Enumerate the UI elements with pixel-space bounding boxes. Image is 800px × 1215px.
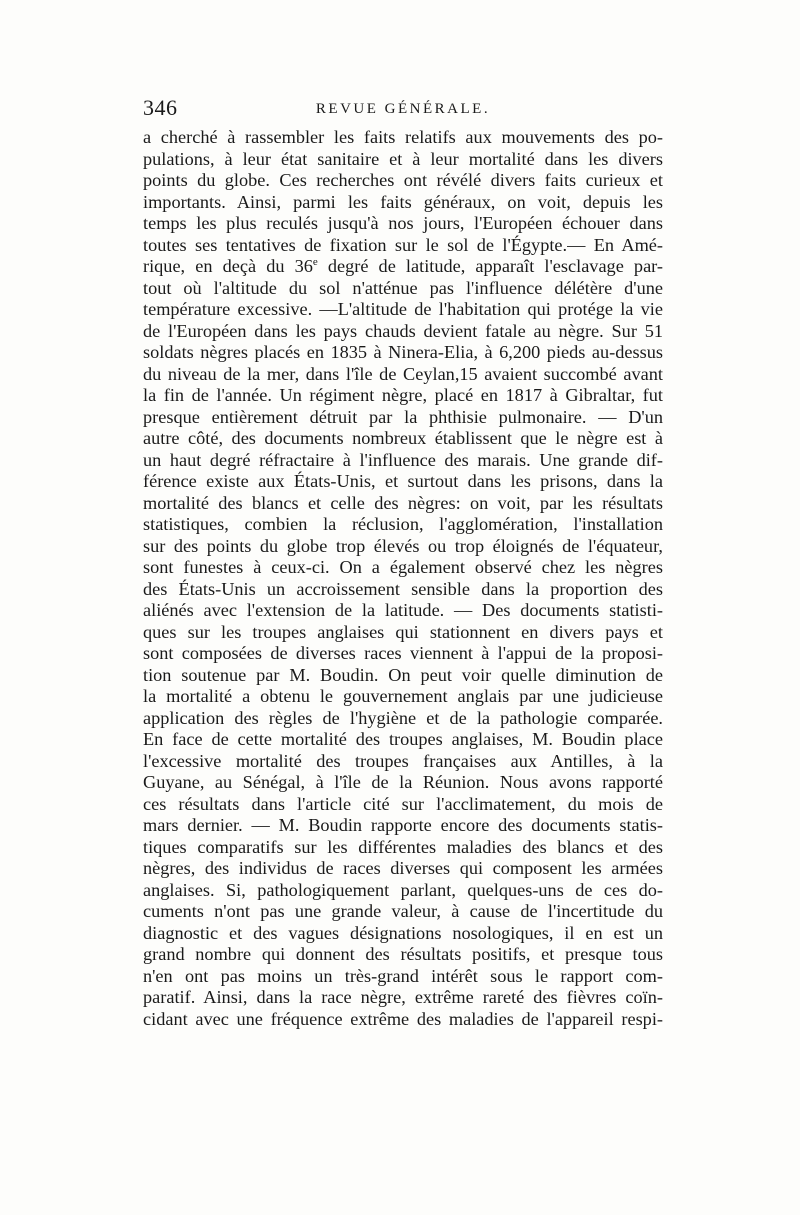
text-line: anglaises. Si, pathologiquement parlant, quelques-uns de ces do- [143, 879, 663, 900]
text-line: sur des points du globe trop élevés ou trop éloignés de l'équateur, [143, 535, 663, 556]
text-line: la fin de l'année. Un régiment nègre, placé en 1817 à Gibraltar, fut [143, 385, 663, 405]
body-text [143, 127, 663, 1030]
text-line: paratif. Ainsi, dans la race nègre, extrême rareté des fièvres coïn- [143, 987, 663, 1007]
text-line: Guyane, au Sénégal, à l'île de la Réunion. Nous avons rapporté [143, 772, 663, 792]
text-line: mortalité des blancs et celle des nègres: on voit, par les résultats [143, 492, 663, 513]
text-line: application des règles de l'hygiène et de la pathologie comparée. [143, 707, 663, 728]
text-line: tion soutenue par M. Boudin. On peut voir quelle diminution de [143, 664, 663, 685]
text-line: autre côté, des documents nombreux établissent que le nègre est à [143, 428, 663, 448]
text-line: sont composées de diverses races viennent à l'appui de la proposi- [143, 643, 663, 663]
text-line: statistiques, combien la réclusion, l'agglomération, l'installation [143, 514, 663, 534]
text-line: importants. Ainsi, parmi les faits généraux, on voit, depuis les [143, 191, 663, 212]
text-line: tout où l'altitude du sol n'atténue pas l'influence délétère d'une [143, 277, 663, 298]
text-line: sont funestes à ceux-ci. On a également observé chez les nègres [143, 557, 663, 577]
text-line: du niveau de la mer, dans l'île de Ceylan,15 avaient succombé avant [143, 363, 663, 384]
text-line: nègres, des individus de races diverses qui composent les armées [143, 858, 663, 878]
text-line: l'excessive mortalité des troupes françaises aux Antilles, à la [143, 750, 663, 771]
text-line: mars dernier. — M. Boudin rapporte encore des documents statis- [143, 815, 663, 835]
text-line: tiques comparatifs sur les différentes maladies des blancs et des [143, 836, 663, 857]
text-line: ques sur les troupes anglaises qui stationnent en divers pays et [143, 621, 663, 642]
text-line: grand nombre qui donnent des résultats positifs, et presque tous [143, 944, 663, 964]
text-line: toutes ses tentatives de fixation sur le sol de l'Égypte.— En Amé- [143, 234, 663, 255]
text-line: férence existe aux États-Unis, et surtout dans les prisons, dans la [143, 471, 663, 491]
text-line: temps les plus reculés jusqu'à nos jours, l'Européen échouer dans [143, 213, 663, 233]
text-line: cidant avec une fréquence extrême des maladies de l'appareil respi- [143, 1008, 663, 1029]
text-line: cuments n'ont pas une grande valeur, à cause de l'incertitude du [143, 901, 663, 921]
text-line: diagnostic et des vagues désignations nosologiques, il en est un [143, 922, 663, 943]
text-line: la mortalité a obtenu le gouvernement anglais par une judicieuse [143, 686, 663, 706]
text-line: ces résultats dans l'article cité sur l'acclimatement, du mois de [143, 793, 663, 814]
text-line: En face de cette mortalité des troupes anglaises, M. Boudin place [143, 729, 663, 749]
text-line: température excessive. —L'altitude de l'habitation qui protége la vie [143, 299, 663, 319]
text-line: de l'Européen dans les pays chauds devient fatale au nègre. Sur 51 [143, 320, 663, 341]
page-number: 346 [143, 95, 178, 120]
text-line: n'en ont pas moins un très-grand intérêt sous le rapport com- [143, 965, 663, 986]
text-line: points du globe. Ces recherches ont révélé divers faits curieux et [143, 170, 663, 190]
text-line: rique, en deçà du 36e degré de latitude, apparaît l'esclavage par- [143, 255, 663, 276]
text-line: des États-Unis un accroissement sensible dans la proportion des [143, 578, 663, 599]
text-line: aliénés avec l'extension de la latitude. — Des documents statisti- [143, 600, 663, 620]
text-line: presque entièrement détruit par la phthisie pulmonaire. — D'un [143, 406, 663, 427]
text-line: pulations, à leur état sanitaire et à leur mortalité dans les divers [143, 148, 663, 169]
text-line: un haut degré réfractaire à l'influence des marais. Une grande dif- [143, 449, 663, 470]
running-head [143, 95, 663, 121]
running-title: REVUE GÉNÉRALE. [315, 101, 491, 117]
text-line: soldats nègres placés en 1835 à Ninera-Elia, à 6,200 pieds au-dessus [143, 342, 663, 362]
text-line: a cherché à rassembler les faits relatifs aux mouvements des po- [143, 127, 663, 147]
